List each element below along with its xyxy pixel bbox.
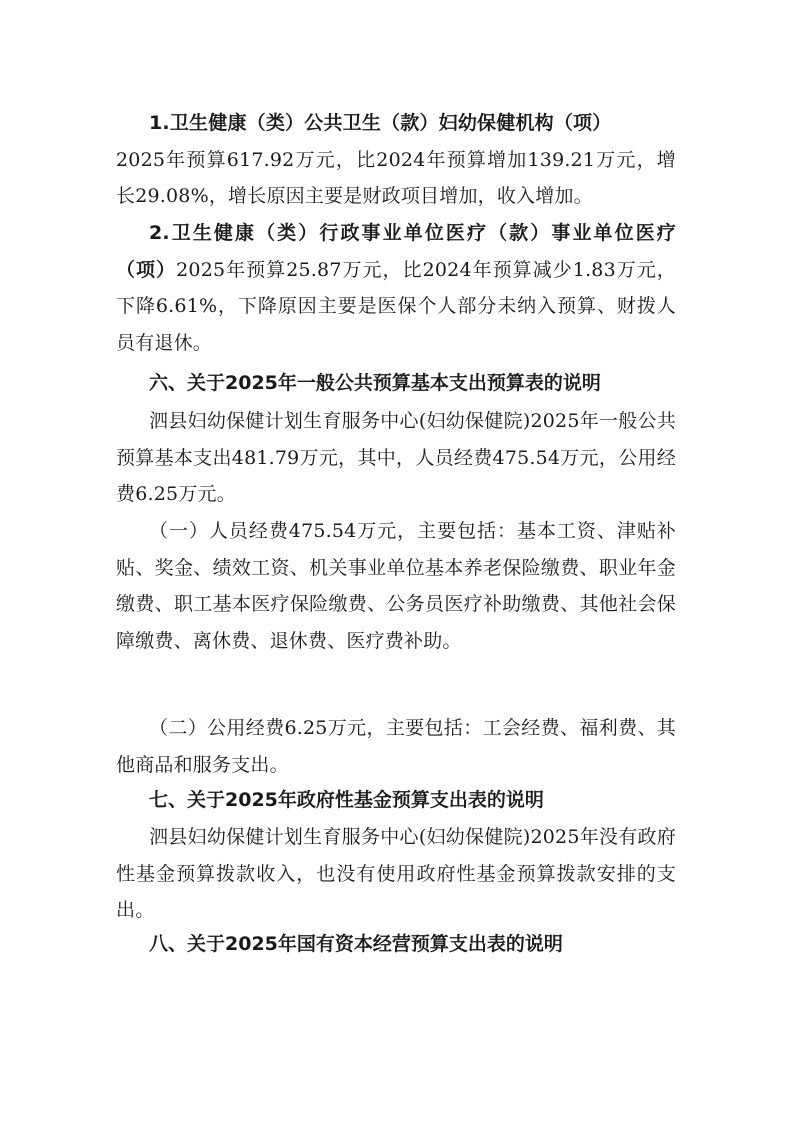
item1-body: 2025年预算617.92万元，比2024年预算增加139.21万元，增长29.08%，增长原因主要是财政项目增加，收入增加。 (116, 148, 676, 207)
section6-paragraph-1: 泗县妇幼保健计划生育服务中心(妇幼保健院)2025年一般公共预算基本支出481.79万元，其中，人员经费475.54万元，公用经费6.25万元。 (116, 410, 676, 505)
section7-heading: 七、关于2025年政府性基金预算支出表的说明 (149, 789, 544, 811)
item2-paragraph (116, 215, 676, 361)
section7-paragraph-1: 泗县妇幼保健计划生育服务中心(妇幼保健院)2025年没有政府性基金预算拨款收入，也没有使用政府性基金预算拨款安排的支出。 (116, 826, 676, 921)
item1-title: 1.卫生健康（类）公共卫生（款）妇幼保健机构（项） (149, 112, 612, 134)
item1-paragraph (116, 105, 676, 215)
section6-paragraph-3: （二）公用经费6.25万元，主要包括：工会经费、福利费、其他商品和服务支出。 (116, 717, 676, 776)
section6-heading: 六、关于2025年一般公共预算基本支出预算表的说明 (149, 372, 601, 394)
section8-heading: 八、关于2025年国有资本经营预算支出表的说明 (149, 933, 563, 955)
item2-body: 2025年预算25.87万元，比2024年预算减少1.83万元，下降6.61%，下降原因主要是医保个人部分未纳入预算、财拨人员有退休。 (116, 258, 676, 354)
item2-title: 2.卫生健康（类）行政事业单位医疗（款）事业单位医疗（项） (116, 222, 676, 281)
section6-paragraph-2: （一）人员经费475.54万元，主要包括：基本工资、津贴补贴、奖金、绩效工资、机关事业单位基本养老保险缴费、职业年金缴费、职工基本医疗保险缴费、公务员医疗补助缴费、其他社会保障缴费、离休费、退休费、医疗费补助。 (116, 520, 676, 652)
